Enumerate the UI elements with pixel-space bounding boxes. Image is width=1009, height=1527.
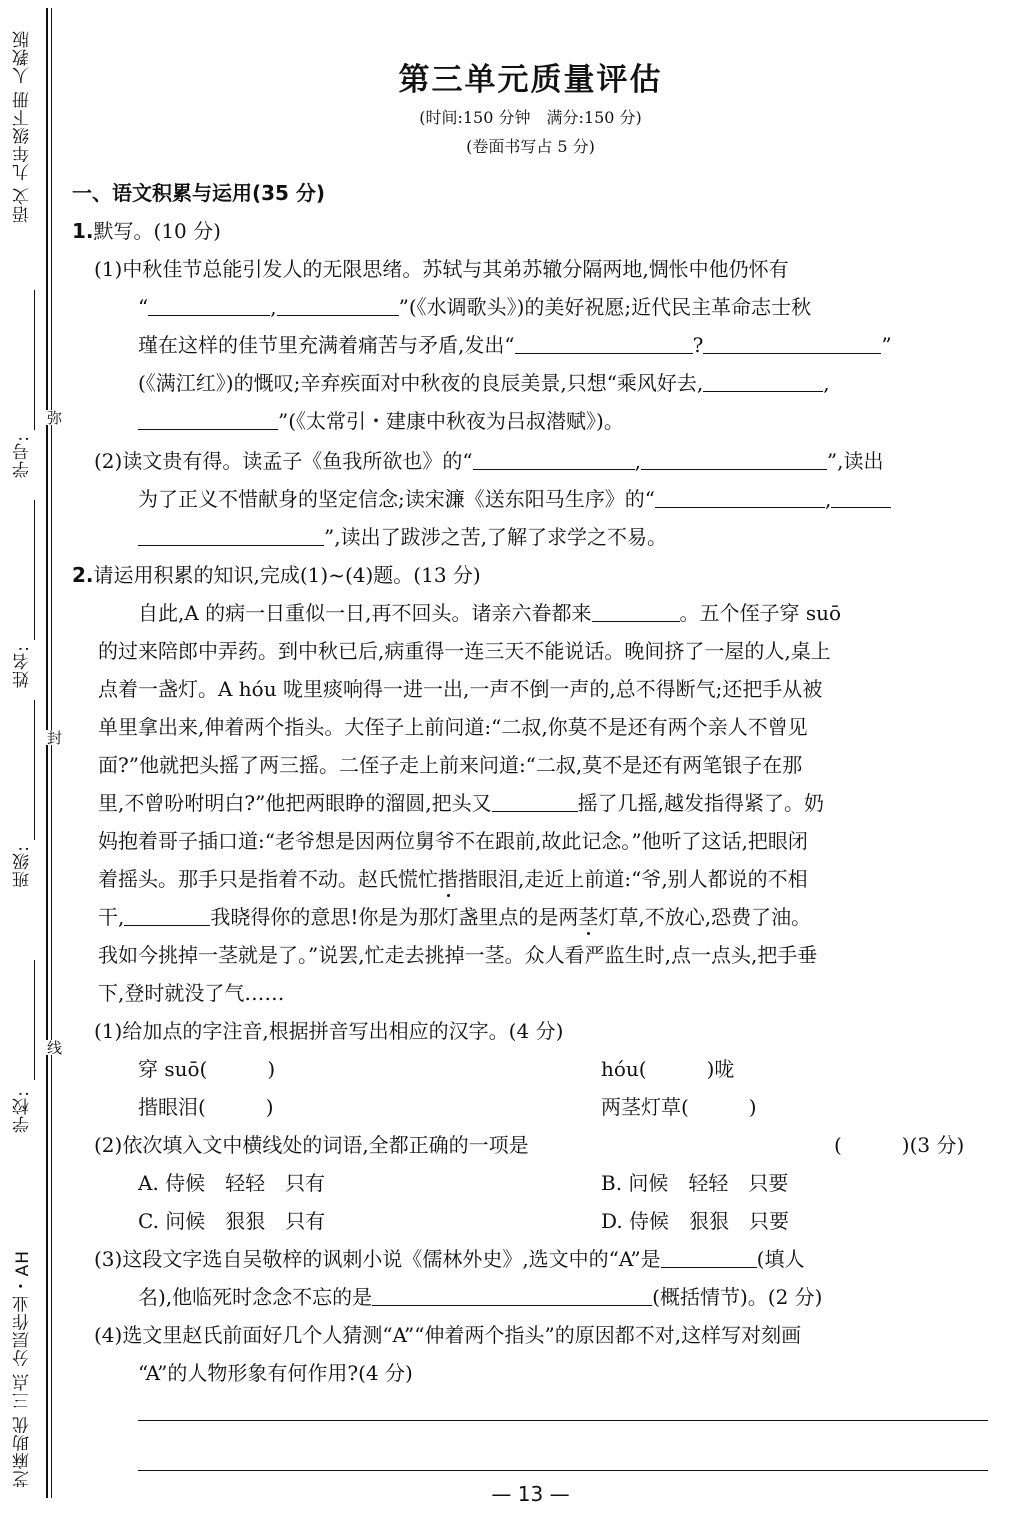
line-text: ”(《太常引・建康中秋夜为吕叔潜赋》)。 bbox=[278, 409, 624, 433]
question-text: 默写。(10 分) bbox=[93, 219, 221, 243]
quote-open: “ bbox=[138, 295, 149, 319]
exam-time-info: (时间:150 分钟 满分:150 分) bbox=[419, 108, 642, 127]
sidebar-rule bbox=[46, 8, 48, 1498]
passage-text: 着摇头。那手只是指着不动。赵氏慌忙 bbox=[98, 867, 438, 891]
line-text: (3)这段文字选自吴敬梓的讽刺小说《儒林外史》,选文中的“A”是 bbox=[94, 1247, 661, 1271]
passage-text: 自此,A 的病一日重似一日,再不回头。诸亲六眷都来 bbox=[138, 601, 592, 625]
passage-text: 干, bbox=[98, 905, 125, 929]
section-heading: 一、语文积累与运用(35 分) bbox=[72, 181, 326, 205]
passage-line: 我如今挑掉一茎就是了。”说罢,忙走去挑掉一茎。众人看严监生时,点一点头,把手垂 bbox=[98, 943, 818, 967]
number-field-line[interactable] bbox=[34, 290, 35, 430]
comma: , bbox=[823, 371, 830, 395]
answer-bracket[interactable]: ( )(3 分) bbox=[834, 1133, 965, 1157]
pinyin-item[interactable]: hóu( )咙 bbox=[601, 1057, 735, 1081]
page-title: 第三单元质量评估 bbox=[398, 62, 663, 98]
answer-blank[interactable] bbox=[655, 485, 825, 508]
class-field-label: 班级: bbox=[13, 845, 33, 888]
cut-mark-seal2: 弥 bbox=[45, 410, 63, 425]
answer-writing-line[interactable] bbox=[138, 1420, 988, 1421]
answer-blank[interactable] bbox=[703, 369, 823, 392]
answer-blank[interactable] bbox=[277, 293, 399, 316]
comma: , bbox=[824, 487, 832, 511]
passage-text: 里,不曾吩咐明白?”他把两眼睁的溜圆,把头又 bbox=[98, 791, 492, 815]
dotted-character: 揩 bbox=[438, 867, 458, 891]
answer-blank[interactable] bbox=[473, 447, 635, 470]
question-2-stem bbox=[72, 560, 481, 590]
q1-p2-line3 bbox=[138, 522, 667, 552]
answer-blank[interactable] bbox=[492, 789, 578, 812]
option-a[interactable]: A. 侍候 轻轻 只有 bbox=[138, 1171, 326, 1195]
dotted-character: 茎 bbox=[578, 905, 599, 929]
question-number: 2. bbox=[72, 563, 94, 587]
passage-line bbox=[138, 598, 841, 628]
answer-blank[interactable] bbox=[661, 1245, 757, 1268]
q1-p2-line2 bbox=[138, 484, 891, 514]
question-number: 1. bbox=[72, 219, 94, 243]
q1-p1-line1: (1)中秋佳节总能引发人的无限思绪。苏轼与其弟苏辙分隔两地,惆怅中他仍怀有 bbox=[94, 257, 789, 281]
question-text: 请运用积累的知识,完成(1)~(4)题。(13 分) bbox=[93, 563, 481, 587]
passage-text: 我晓得你的意思!你是为那灯盏里点的是两 bbox=[210, 905, 579, 929]
cut-mark-seal: 封 bbox=[45, 730, 63, 745]
answer-blank[interactable] bbox=[372, 1283, 652, 1306]
name-field-line[interactable] bbox=[34, 500, 35, 640]
comma: , bbox=[634, 449, 641, 473]
subquestion-2-stem: (2)依次填入文中横线处的词语,全都正确的一项是 bbox=[94, 1133, 529, 1157]
comma: , bbox=[270, 295, 277, 319]
passage-line bbox=[98, 864, 808, 894]
passage-text: 摇了几摇,越发指得紧了。奶 bbox=[577, 791, 825, 815]
pinyin-item[interactable]: 揩眼泪( ) bbox=[138, 1095, 274, 1119]
answer-blank[interactable] bbox=[641, 447, 827, 470]
passage-line: 点着一盏灯。A hóu 咙里痰响得一进一出,一声不倒一声的,总不得断气;还把手从被 bbox=[98, 677, 823, 701]
book-series-label: 芝麻助优 三点 分层作业・AH bbox=[13, 1250, 33, 1488]
passage-line bbox=[98, 902, 811, 932]
option-d[interactable]: D. 侍候 狠狠 只要 bbox=[601, 1209, 790, 1233]
line-text: 瑾在这样的佳节里充满着痛苦与矛盾,发出“ bbox=[138, 333, 515, 357]
passage-text: 揩眼泪,走近上前道:“爷,别人都说的不相 bbox=[458, 867, 808, 891]
q1-p1-line2 bbox=[138, 292, 811, 322]
answer-blank[interactable] bbox=[831, 485, 891, 508]
line-text: ”,读出 bbox=[826, 449, 884, 473]
answer-blank[interactable] bbox=[703, 331, 881, 354]
grade-label: 语文 九年级下册 人教版 bbox=[13, 30, 33, 223]
cut-mark-line: 线 bbox=[45, 1040, 63, 1055]
q1-p1-line5 bbox=[138, 406, 624, 436]
q1-p1-line3 bbox=[138, 330, 892, 360]
passage-line: 的过来陪郎中弄药。到中秋已后,病重得一连三天不能说话。晚间挤了一屋的人,桌上 bbox=[98, 639, 831, 663]
subquestion-3-line2 bbox=[138, 1282, 822, 1312]
subquestion-3-line1 bbox=[94, 1244, 804, 1274]
passage-line: 单里拿出来,伸着两个指头。大侄子上前问道:“二叔,你莫不是还有两个亲人不曾见 bbox=[98, 715, 808, 739]
quote-close: ” bbox=[881, 333, 892, 357]
line-text: 名),他临死时念念不忘的是 bbox=[138, 1285, 373, 1309]
page-number: — 13 — bbox=[491, 1482, 570, 1506]
question-mark: ? bbox=[692, 333, 704, 357]
answer-blank[interactable] bbox=[124, 903, 210, 926]
q1-p1-line4 bbox=[138, 368, 830, 398]
answer-blank[interactable] bbox=[592, 599, 680, 622]
answer-blank[interactable] bbox=[138, 523, 324, 546]
writing-score-note: (卷面书写占 5 分) bbox=[466, 137, 595, 156]
line-text: (填人 bbox=[756, 1247, 805, 1271]
question-1-stem bbox=[72, 216, 221, 246]
line-text: 为了正义不惜献身的坚定信念;读宋濂《送东阳马生序》的“ bbox=[138, 487, 655, 511]
line-text: (概括情节)。(2 分) bbox=[652, 1285, 823, 1309]
number-field-label: 学号: bbox=[13, 435, 33, 478]
option-b[interactable]: B. 问候 轻轻 只要 bbox=[601, 1171, 789, 1195]
answer-blank[interactable] bbox=[148, 293, 270, 316]
line-text: ”(《水调歌头》)的美好祝愿;近代民主革命志士秋 bbox=[398, 295, 812, 319]
school-field-line[interactable] bbox=[34, 960, 35, 1080]
name-field-label: 姓名: bbox=[13, 645, 33, 688]
passage-line: 妈抱着哥子插口道:“老爷想是因两位舅爷不在跟前,故此记念。”他听了这话,把眼闭 bbox=[98, 829, 808, 853]
pinyin-item[interactable]: 两茎灯草( ) bbox=[601, 1095, 757, 1119]
exam-page bbox=[68, 0, 993, 1527]
passage-line: 下,登时就没了气…… bbox=[98, 981, 285, 1005]
answer-blank[interactable] bbox=[138, 407, 278, 430]
answer-blank[interactable] bbox=[515, 331, 693, 354]
passage-text: 。五个侄子穿 suō bbox=[679, 601, 842, 625]
passage-text: 灯草,不放心,恐费了油。 bbox=[598, 905, 812, 929]
line-text: (《满江红》)的慨叹;辛弃疾面对中秋夜的良辰美景,只想“乘风好去, bbox=[138, 371, 704, 395]
class-field-line[interactable] bbox=[34, 700, 35, 840]
subquestion-4-line2: “A”的人物形象有何作用?(4 分) bbox=[138, 1361, 413, 1385]
pinyin-item[interactable]: 穿 suō( ) bbox=[138, 1057, 276, 1081]
sidebar-rule bbox=[51, 8, 52, 1498]
school-field-label: 学校: bbox=[13, 1090, 33, 1133]
answer-writing-line[interactable] bbox=[138, 1470, 988, 1471]
line-text: ”,读出了跋涉之苦,了解了求学之不易。 bbox=[324, 525, 667, 549]
passage-line bbox=[98, 788, 824, 818]
subquestion-4-line1: (4)选文里赵氏前面好几个人猜测“A”“伸着两个指头”的原因都不对,这样写对刻画 bbox=[94, 1323, 802, 1347]
passage-line: 面?”他就把头摇了两三摇。二侄子走上前来问道:“二叔,莫不是还有两笔银子在那 bbox=[98, 753, 803, 777]
q1-p2-line1 bbox=[94, 446, 884, 476]
option-c[interactable]: C. 问候 狠狠 只有 bbox=[138, 1209, 326, 1233]
line-text: (2)读文贵有得。读孟子《鱼我所欲也》的“ bbox=[94, 449, 473, 473]
binding-sidebar bbox=[0, 0, 68, 1527]
subquestion-1-stem: (1)给加点的字注音,根据拼音写出相应的汉字。(4 分) bbox=[94, 1019, 564, 1043]
